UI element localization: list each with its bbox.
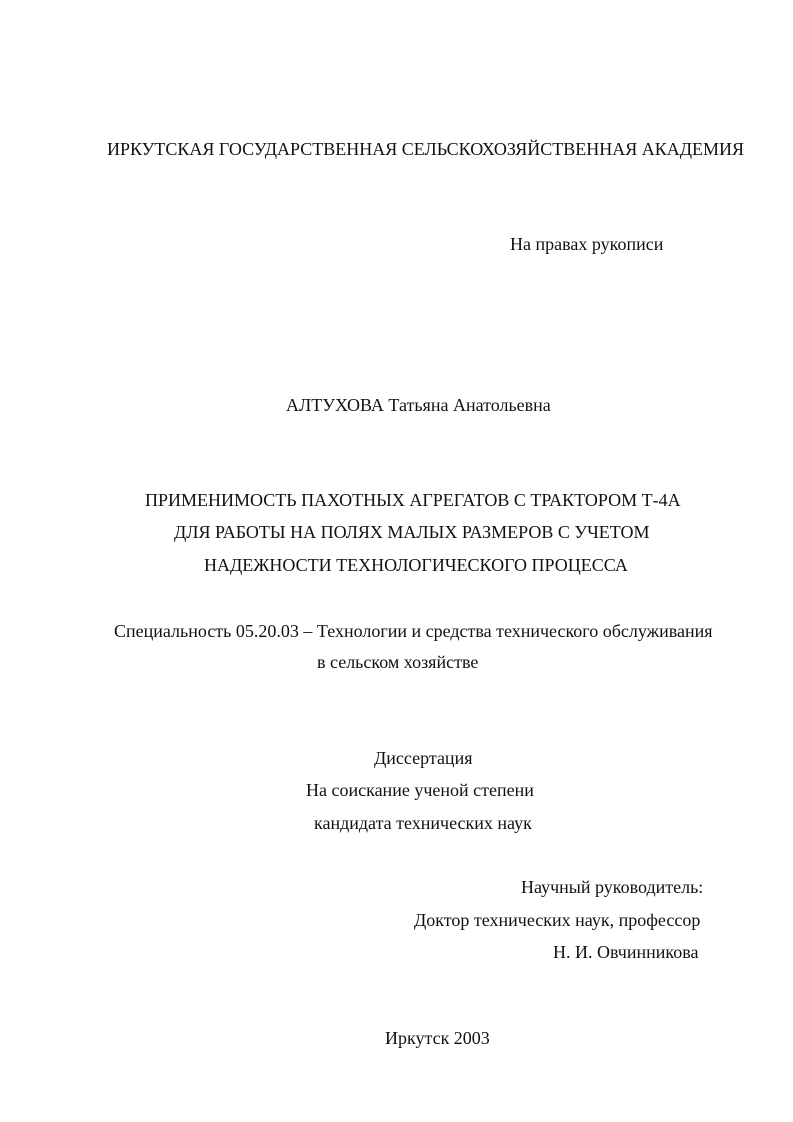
author-name: АЛТУХОВА Татьяна Анатольевна (286, 395, 551, 415)
dissertation-title-line-1: ПРИМЕНИМОСТЬ ПАХОТНЫХ АГРЕГАТОВ С ТРАКТОРОМ Т-4А (145, 490, 681, 510)
manuscript-note: На правах рукописи (510, 234, 664, 254)
specialty-line-1: Специальность 05.20.03 – Технологии и средства технического обслуживания (114, 621, 713, 641)
degree-line-1: Диссертация (374, 748, 473, 768)
degree-line-3: кандидата технических наук (314, 813, 532, 833)
institution-heading: ИРКУТСКАЯ ГОСУДАРСТВЕННАЯ СЕЛЬСКОХОЗЯЙСТВЕННАЯ АКАДЕМИЯ (107, 139, 745, 159)
supervisor-title: Доктор технических наук, профессор (414, 910, 701, 930)
supervisor-name: Н. И. Овчинникова (553, 942, 699, 962)
supervisor-label: Научный руководитель: (521, 877, 704, 897)
degree-line-2: На соискание ученой степени (306, 780, 534, 800)
dissertation-title-line-3: НАДЕЖНОСТИ ТЕХНОЛОГИЧЕСКОГО ПРОЦЕССА (204, 555, 628, 575)
dissertation-title-line-2: ДЛЯ РАБОТЫ НА ПОЛЯХ МАЛЫХ РАЗМЕРОВ С УЧЕТОМ (174, 522, 650, 542)
place-year: Иркутск 2003 (385, 1028, 490, 1048)
specialty-line-2: в сельском хозяйстве (317, 652, 479, 672)
